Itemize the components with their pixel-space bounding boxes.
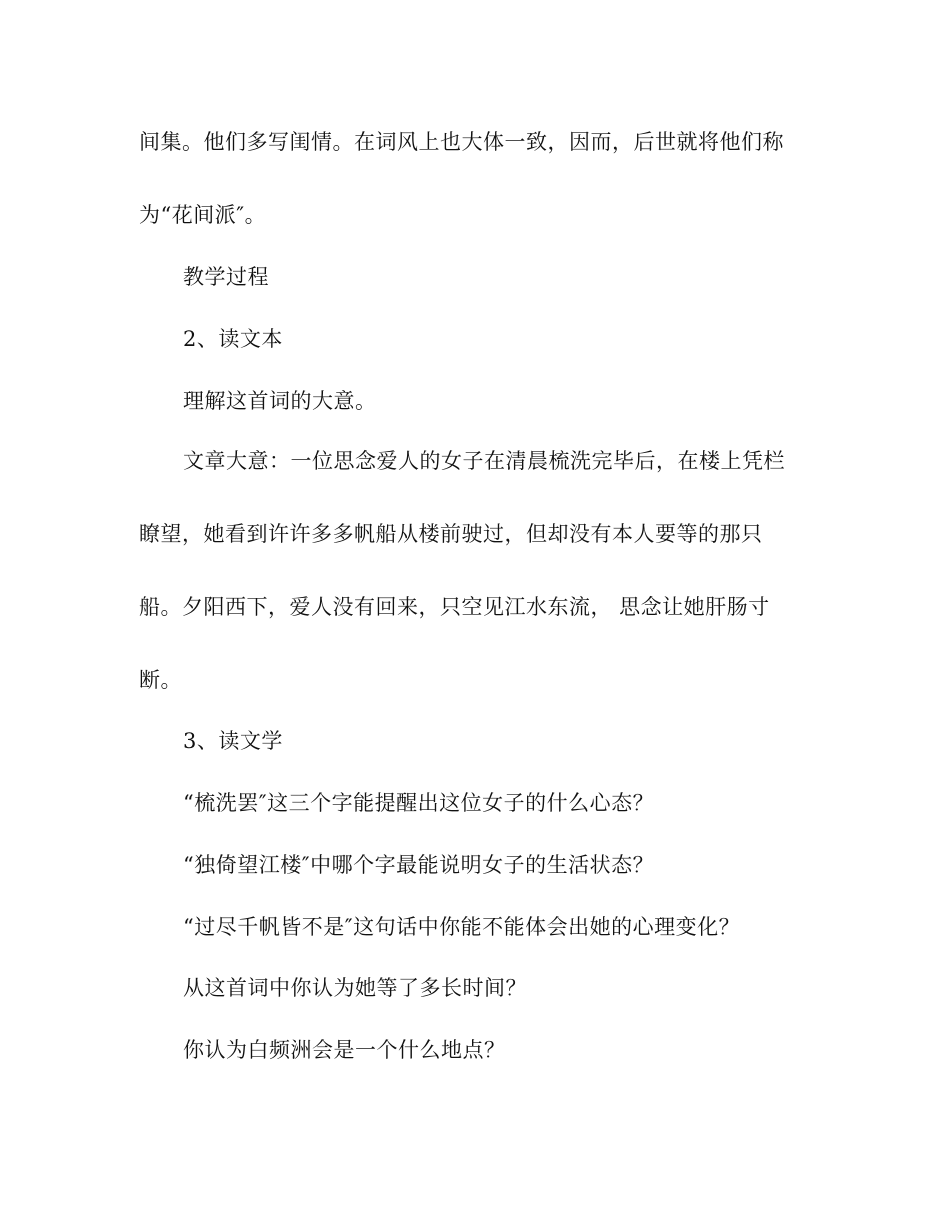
question-line: 你认为白频洲会是一个什么地点？	[183, 1038, 506, 1062]
paragraph-line: 船。夕阳西下，爱人没有回来，只空见江水东流， 思念让她肝肠寸	[139, 595, 770, 619]
paragraph-line: 理解这首词的大意。	[183, 389, 377, 413]
section-heading: 教学过程	[183, 265, 269, 289]
question-line: “梳洗罢″这三个字能提醒出这位女子的什么心态？	[183, 791, 655, 815]
question-line: “过尽千帆皆不是″这句话中你能不能体会出她的心理变化？	[183, 915, 741, 939]
question-line: “独倚望江楼″中哪个字最能说明女子的生活状态？	[183, 853, 655, 877]
section-heading: 3、读文学	[183, 729, 283, 753]
question-line: 从这首词中你认为她等了多长时间？	[183, 976, 527, 1000]
section-heading: 2、读文本	[183, 327, 283, 351]
paragraph-line: 间集。他们多写闺情。在词风上也大体一致，因而，后世就将他们称	[139, 130, 784, 154]
paragraph-line: 瞭望，她看到许许多多帆船从楼前驶过，但却没有本人要等的那只	[139, 522, 763, 546]
paragraph-line: 断。	[139, 668, 182, 692]
paragraph-line: 文章大意：一位思念爱人的女子在清晨梳洗完毕后，在楼上凭栏	[183, 449, 785, 473]
paragraph-line: 为“花间派″。	[139, 203, 267, 227]
